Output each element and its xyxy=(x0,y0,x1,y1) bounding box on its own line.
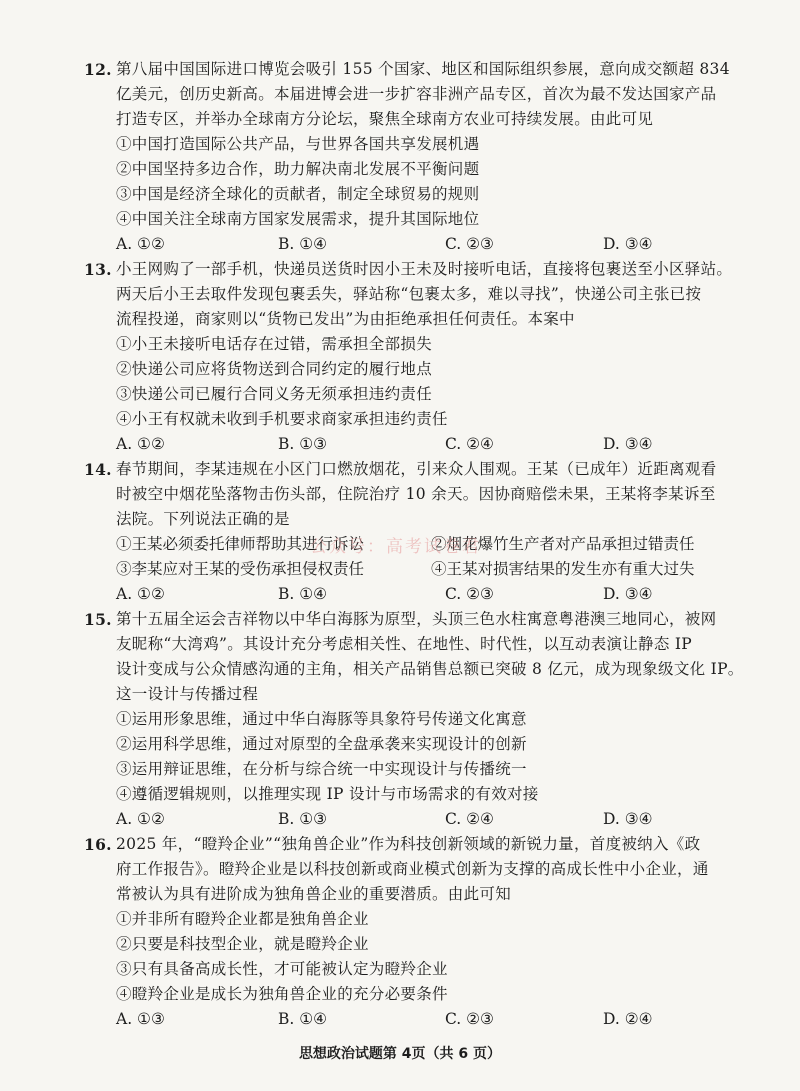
statement-item: ③快递公司已履行合同义务无须承担违约责任 xyxy=(116,385,433,403)
statement-item: ③只有具备高成长性，才可能被认定为瞪羚企业 xyxy=(116,960,448,978)
question-number: 13. xyxy=(84,260,112,279)
question-stem-line: 设计变成与公众情感沟通的主角，相关产品销售总额已突破 8 亿元，成为现象级文化 IP。 xyxy=(116,660,744,678)
answer-options xyxy=(86,232,716,257)
question-stem-line: 打造专区，并举办全球南方分论坛，聚焦全球南方农业可持续发展。由此可见 xyxy=(116,110,654,128)
question-stem-line: 法院。下列说法正确的是 xyxy=(116,510,290,528)
option-a[interactable]: A. ①② xyxy=(116,435,165,453)
answer-options xyxy=(86,1007,716,1032)
statement-item: ③中国是经济全球化的贡献者，制定全球贸易的规则 xyxy=(116,185,480,203)
option-d[interactable]: D. ②④ xyxy=(603,1010,653,1028)
question-stem-line: 两天后小王去取件发现包裹丢失，驿站称“包裹太多，难以寻找”，快递公司主张已按 xyxy=(116,285,702,303)
option-a[interactable]: A. ①② xyxy=(116,585,165,603)
option-b[interactable]: B. ①④ xyxy=(278,585,328,603)
option-a[interactable]: A. ①② xyxy=(116,810,165,828)
question-stem-line: 这一设计与传播过程 xyxy=(116,685,259,703)
option-b[interactable]: B. ①③ xyxy=(278,810,328,828)
question-stem-line: 小王网购了一部手机，快递员送货时因小王未及时接听电话，直接将包裹送至小区驿站。 xyxy=(116,260,733,278)
answer-options xyxy=(86,432,716,457)
statement-item: ②只要是科技型企业，就是瞪羚企业 xyxy=(116,935,369,953)
question-stem-line: 府工作报告》。瞪羚企业是以科技创新或商业模式创新为支撑的高成长性中小企业，通 xyxy=(116,860,709,878)
statement-item: ①运用形象思维，通过中华白海豚等具象符号传递文化寓意 xyxy=(116,710,527,728)
question-12 xyxy=(84,57,730,257)
option-d[interactable]: D. ③④ xyxy=(603,585,653,603)
statement-pair xyxy=(86,557,716,582)
statement-item: ②烟花爆竹生产者对产品承担过错责任 xyxy=(431,535,695,553)
statement-item: ①中国打造国际公共产品，与世界各国共享发展机遇 xyxy=(116,135,480,153)
statement-item: ④瞪羚企业是成长为独角兽企业的充分必要条件 xyxy=(116,985,448,1003)
statement-item: ③运用辩证思维，在分析与综合统一中实现设计与传播统一 xyxy=(116,760,527,778)
question-number: 15. xyxy=(84,610,112,629)
question-stem-line: 流程投递，商家则以“货物已发出”为由拒绝承担任何责任。本案中 xyxy=(116,310,575,328)
option-d[interactable]: D. ③④ xyxy=(603,435,653,453)
option-b[interactable]: B. ①④ xyxy=(278,235,328,253)
statement-item: ③李某应对王某的受伤承担侵权责任 xyxy=(116,560,365,578)
option-c[interactable]: C. ②④ xyxy=(445,435,494,453)
question-number: 14. xyxy=(84,460,112,479)
option-c[interactable]: C. ②③ xyxy=(445,585,494,603)
option-c[interactable]: C. ②③ xyxy=(445,1010,494,1028)
statement-item: ①王某必须委托律师帮助其进行诉讼 xyxy=(116,535,365,553)
question-stem-line: 时被空中烟花坠落物击伤头部，住院治疗 10 余天。因协商赔偿未果，王某将李某诉至 xyxy=(116,485,716,503)
statement-item: ①小王未接听电话存在过错，需承担全部损失 xyxy=(116,335,433,353)
answer-options xyxy=(86,807,716,832)
statement-item: ①并非所有瞪羚企业都是独角兽企业 xyxy=(116,910,369,928)
statement-item: ④中国关注全球南方国家发展需求，提升其国际地位 xyxy=(116,210,480,228)
page-footer: 思想政治试题第 4页（共 6 页） xyxy=(298,1046,502,1062)
option-a[interactable]: A. ①② xyxy=(116,235,165,253)
statement-item: ④王某对损害结果的发生亦有重大过失 xyxy=(431,560,695,578)
question-stem-line: 第八届中国国际进口博览会吸引 155 个国家、地区和国际组织参展，意向成交额超 834 xyxy=(116,60,730,78)
question-stem-line: 亿美元，创历史新高。本届进博会进一步扩容非洲产品专区，首次为最不发达国家产品 xyxy=(116,85,717,103)
question-15 xyxy=(84,607,744,832)
option-b[interactable]: B. ①④ xyxy=(278,1010,328,1028)
question-stem-line: 2025 年，“瞪羚企业”“独角兽企业”作为科技创新领域的新锐力量，首度被纳入《政 xyxy=(116,835,701,853)
statement-item: ④遵循逻辑规则，以推理实现 IP 设计与市场需求的有效对接 xyxy=(116,785,539,803)
statement-item: ②运用科学思维，通过对原型的全盘承袭来实现设计的创新 xyxy=(116,735,527,753)
answer-options xyxy=(86,582,716,607)
statement-item: ④小王有权就未收到手机要求商家承担违约责任 xyxy=(116,410,448,428)
option-c[interactable]: C. ②③ xyxy=(445,235,494,253)
option-c[interactable]: C. ②④ xyxy=(445,810,494,828)
question-13 xyxy=(84,257,733,457)
statement-item: ②快递公司应将货物送到合同约定的履行地点 xyxy=(116,360,433,378)
question-number: 16. xyxy=(84,835,112,854)
watermark: 公众号：高考试卷君 xyxy=(310,537,481,557)
question-16 xyxy=(86,832,716,1032)
question-stem-line: 第十五届全运会吉祥物以中华白海豚为原型，头顶三色水柱寓意粤港澳三地同心，被网 xyxy=(116,610,717,628)
option-b[interactable]: B. ①③ xyxy=(278,435,328,453)
statement-item: ②中国坚持多边合作，助力解决南北发展不平衡问题 xyxy=(116,160,480,178)
question-stem-line: 春节期间，李某违规在小区门口燃放烟花，引来众人围观。王某（已成年）近距离观看 xyxy=(116,460,717,478)
question-stem-line: 常被认为具有进阶成为独角兽企业的重要潜质。由此可知 xyxy=(116,885,512,903)
option-d[interactable]: D. ③④ xyxy=(603,235,653,253)
option-a[interactable]: A. ①③ xyxy=(116,1010,165,1028)
question-stem-line: 友昵称“大湾鸡”。其设计充分考虑相关性、在地性、时代性，以互动表演让静态 IP xyxy=(116,635,693,653)
question-number: 12. xyxy=(84,60,112,79)
option-d[interactable]: D. ③④ xyxy=(603,810,653,828)
